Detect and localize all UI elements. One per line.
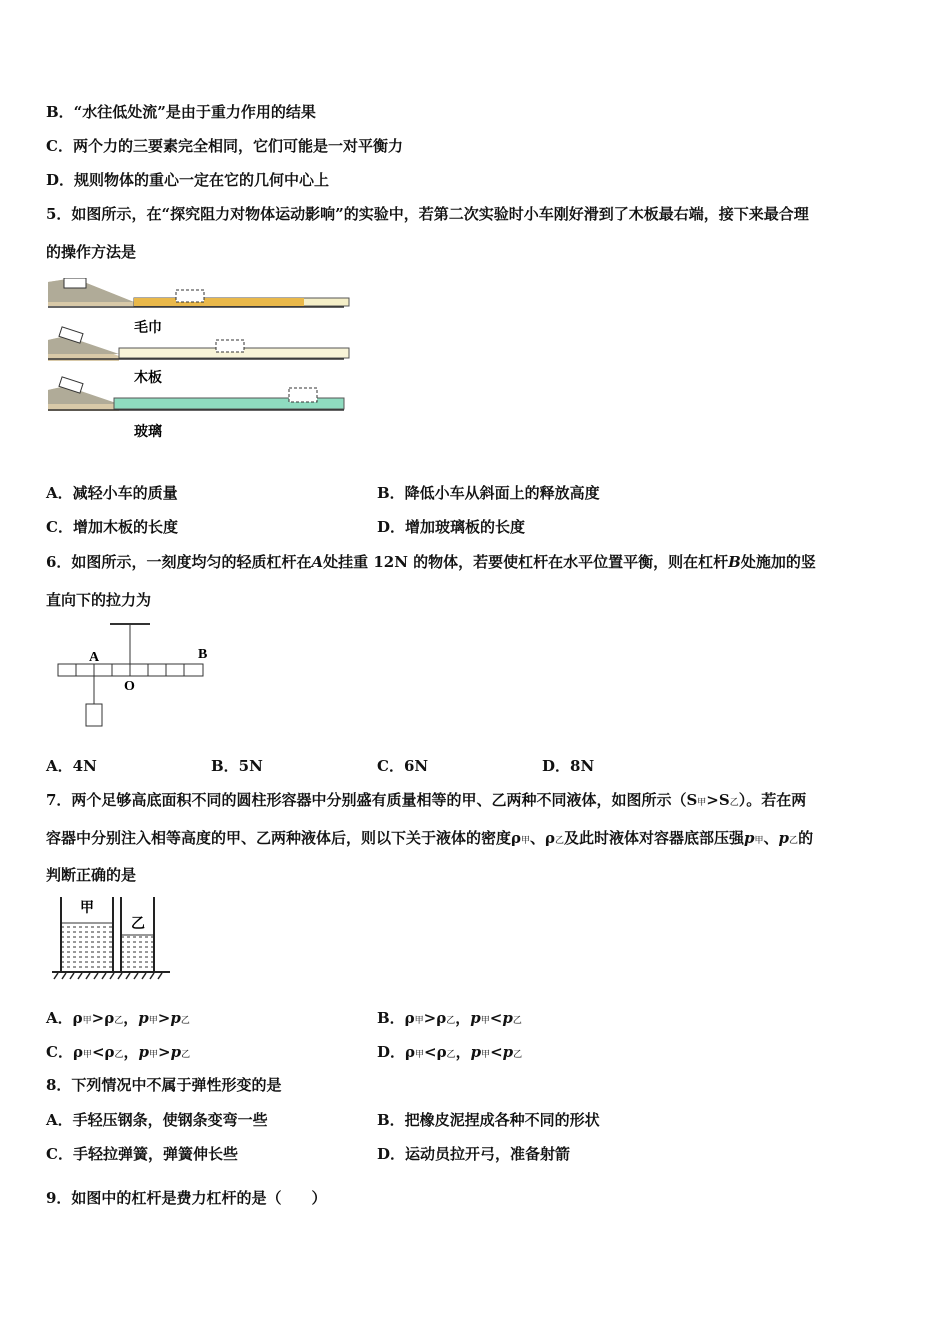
q6-text-c: 处施加的竖	[740, 553, 816, 571]
sub: 甲	[520, 836, 530, 846]
opt-text: ，	[455, 1043, 471, 1061]
q8-stem: 8．下列情况中不属于弹性形变的是	[46, 1076, 282, 1094]
container-label-yi: 乙	[131, 916, 145, 932]
sub: 乙	[789, 836, 799, 846]
q7-text: 的	[798, 829, 814, 847]
q6-stem-line1	[46, 552, 816, 572]
label-glass: 玻璃	[134, 424, 162, 440]
q7-stem-line1	[46, 790, 806, 813]
label-wood: 木板	[134, 370, 162, 386]
q6-point-b: B	[728, 553, 741, 571]
sub: 甲	[414, 1050, 424, 1060]
sub: 甲	[697, 798, 707, 808]
q6-option-c: C．6N	[377, 757, 429, 775]
opt-text: A．ρ	[46, 1009, 83, 1027]
opt-text: D．ρ	[377, 1043, 415, 1061]
sub: 甲	[414, 1016, 424, 1026]
q9-stem: 9．如图中的杠杆是费力杠杆的是（ ）	[46, 1189, 327, 1207]
q5-option-c: C．增加木板的长度	[46, 518, 178, 536]
q6-text-a: 6．如图所示，一刻度均匀的轻质杠杆在	[46, 553, 312, 571]
opt-p: p	[170, 1043, 182, 1061]
opt-text: ，	[123, 1043, 139, 1061]
sub: 乙	[446, 1016, 456, 1026]
q7-text: 及此时液体对容器底部压强	[564, 829, 745, 847]
opt-text: >ρ	[423, 1009, 447, 1027]
q7-text: 、ρ	[530, 829, 555, 847]
sub: 甲	[480, 1016, 490, 1026]
q7-text: 、	[763, 829, 779, 847]
q8-option-d: D．运动员拉开弓，准备射箭	[377, 1145, 571, 1163]
q5-stem-line2: 的操作方法是	[46, 243, 137, 261]
q7-option-a	[46, 1008, 190, 1031]
sub: 乙	[554, 836, 564, 846]
sub: 乙	[181, 1050, 191, 1060]
q5-stem-line1: 5．如图所示，在“探究阻力对物体运动影响”的实验中，若第二次实验时小车刚好滑到了木板最右端，接下来最合理	[46, 205, 809, 223]
container-label-jia: 甲	[80, 900, 94, 916]
q7-stem-line2	[46, 828, 813, 851]
opt-text: <	[490, 1043, 503, 1061]
q7-text: ）。若在两	[738, 791, 807, 809]
q6-point-a: A	[311, 553, 324, 571]
opt-p: p	[170, 1009, 181, 1027]
sub: 乙	[729, 798, 739, 808]
lever-label-o: O	[124, 679, 135, 694]
sub: 乙	[114, 1016, 124, 1026]
opt-text: ，	[455, 1009, 471, 1027]
opt-p: p	[138, 1043, 150, 1061]
sub: 乙	[512, 1016, 522, 1026]
opt-text: B．ρ	[377, 1009, 415, 1027]
opt-text: >	[157, 1009, 171, 1027]
sub: 乙	[114, 1050, 124, 1060]
q6-text-b: 处挂重 12N 的物体，若要使杠杆在水平位置平衡，则在杠杆	[323, 553, 729, 571]
q6-option-a: A．4N	[46, 757, 97, 775]
q5-ramp-figure	[44, 278, 354, 443]
q8-option-c: C．手轻拉弹簧，弹簧伸长些	[46, 1145, 238, 1163]
opt-text: <	[489, 1009, 503, 1027]
q4-option-d: D．规则物体的重心一定在它的几何中心上	[46, 171, 330, 189]
sub: 甲	[82, 1016, 92, 1026]
opt-text: <ρ	[91, 1043, 115, 1061]
q7-p: p	[778, 829, 790, 847]
q7-text: 7．两个足够高底面积不同的圆柱形容器中分别盛有质量相等的甲、乙两种不同液体，如图所示（S	[46, 791, 698, 809]
q4-option-b: B．“水往低处流”是由于重力作用的结果	[46, 103, 316, 121]
lever-label-a: A	[89, 650, 100, 665]
q7-p: p	[744, 829, 755, 847]
q8-option-a: A．手轻压钢条，使钢条变弯一些	[46, 1111, 268, 1129]
opt-p: p	[138, 1009, 149, 1027]
q7-containers-figure	[48, 895, 173, 983]
opt-text: ，	[123, 1009, 139, 1027]
q6-lever-figure	[50, 618, 220, 728]
sub: 乙	[180, 1016, 190, 1026]
q7-text: >S	[706, 791, 730, 809]
opt-p: p	[470, 1009, 481, 1027]
q4-option-c: C．两个力的三要素完全相同，它们可能是一对平衡力	[46, 137, 403, 155]
q6-stem-line2: 直向下的拉力为	[46, 591, 152, 609]
q6-option-d: D．8N	[542, 757, 595, 775]
sub: 甲	[148, 1016, 158, 1026]
opt-p: p	[502, 1009, 513, 1027]
sub: 甲	[82, 1050, 92, 1060]
sub: 乙	[446, 1050, 456, 1060]
q5-option-b: B．降低小车从斜面上的释放高度	[377, 484, 600, 502]
q5-option-a: A．减轻小车的质量	[46, 484, 178, 502]
sub: 甲	[481, 1050, 491, 1060]
opt-text: C．ρ	[46, 1043, 83, 1061]
q7-stem-line3: 判断正确的是	[46, 866, 137, 884]
sub: 甲	[754, 836, 764, 846]
q6-option-b: B．5N	[211, 757, 263, 775]
lever-label-b: B	[198, 647, 208, 662]
opt-p: p	[502, 1043, 514, 1061]
q7-text: 容器中分别注入相等高度的甲、乙两种液体后，则以下关于液体的密度ρ	[46, 829, 521, 847]
opt-text: >	[158, 1043, 171, 1061]
sub: 甲	[149, 1050, 159, 1060]
q5-option-d: D．增加玻璃板的长度	[377, 518, 526, 536]
sub: 乙	[513, 1050, 523, 1060]
opt-p: p	[470, 1043, 482, 1061]
q7-option-c	[46, 1042, 190, 1065]
opt-text: >ρ	[91, 1009, 115, 1027]
opt-text: <ρ	[424, 1043, 447, 1061]
q8-option-b: B．把橡皮泥捏成各种不同的形状	[377, 1111, 600, 1129]
q7-option-b	[377, 1008, 522, 1031]
label-towel: 毛巾	[134, 320, 162, 336]
q7-option-d	[377, 1042, 522, 1065]
